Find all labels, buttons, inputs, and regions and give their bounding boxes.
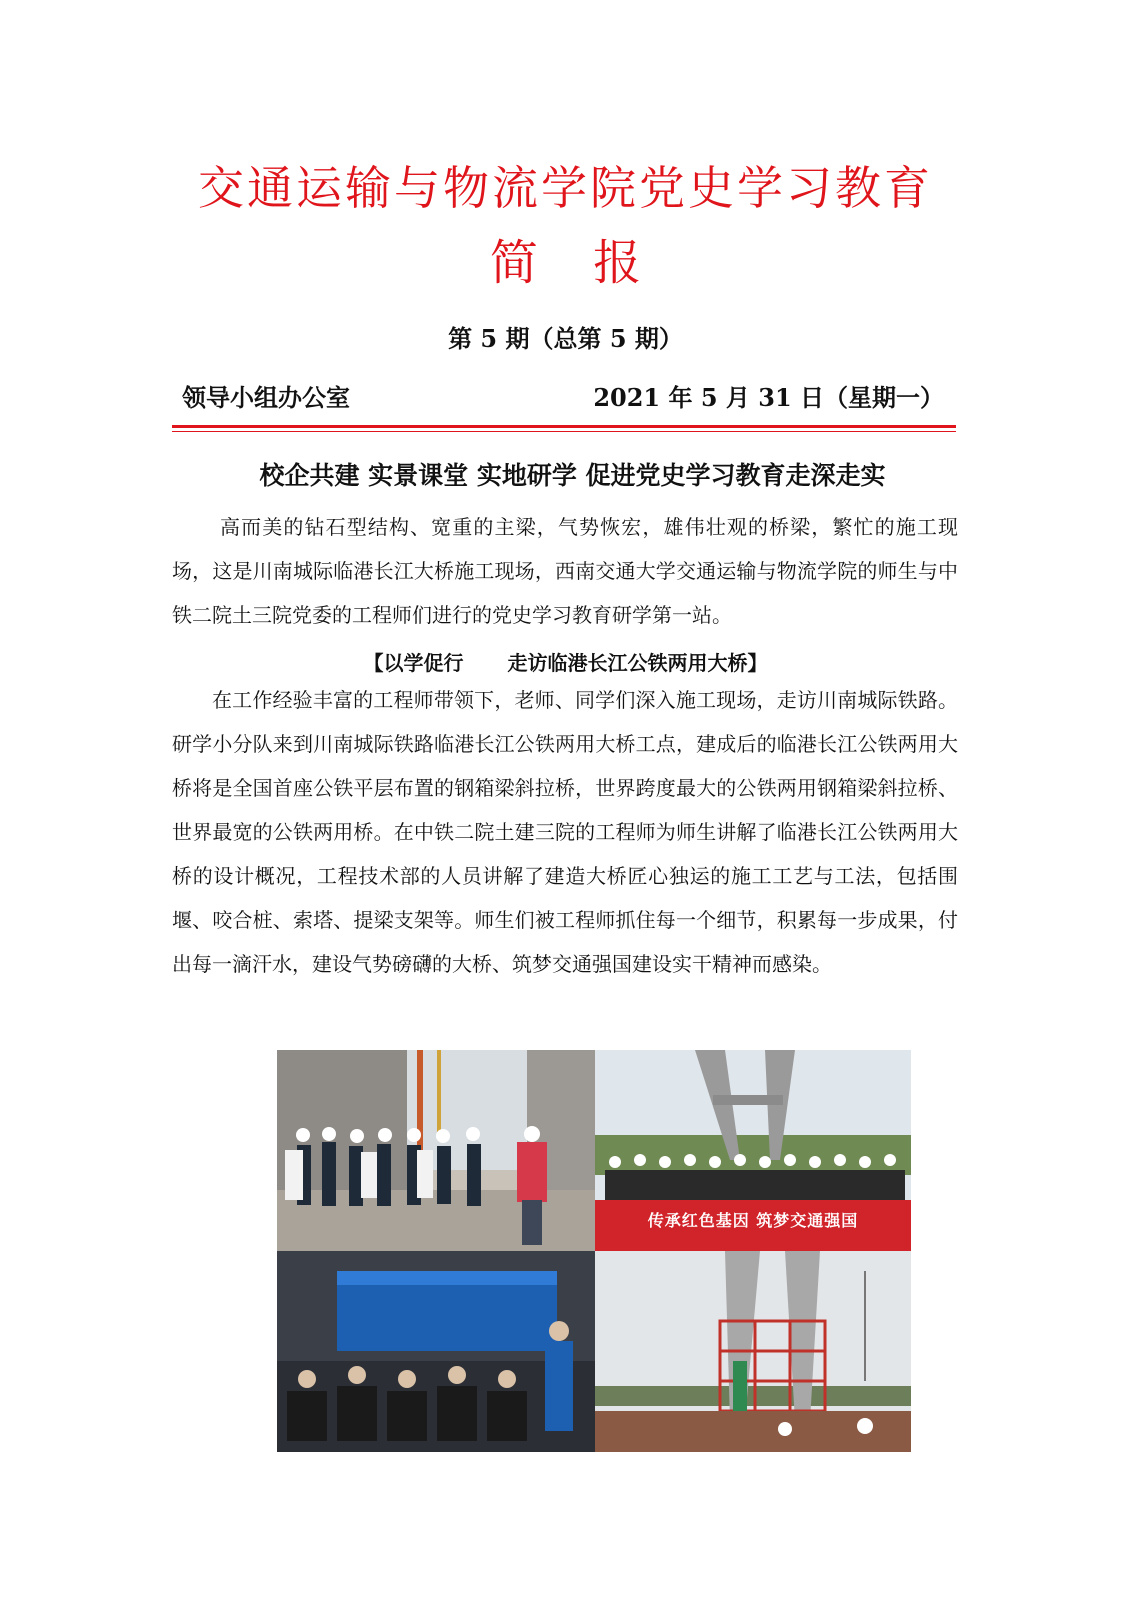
issue-number: 第 5 期（总第 5 期） xyxy=(448,324,683,353)
issue-date: 2021 年 5 月 31 日（星期一） xyxy=(593,383,944,412)
subhead-right: 走访临港长江公铁两用大桥】 xyxy=(507,651,768,675)
photo-bridge-tower xyxy=(595,1251,911,1452)
subhead-left: 【以学促行 xyxy=(363,651,464,675)
masthead-title: 交通运输与物流学院党史学习教育 xyxy=(198,161,933,215)
photo-site-visit xyxy=(277,1050,595,1251)
article-paragraph-1: 高而美的钻石型结构、宽重的主梁，气势恢宏，雄伟壮观的桥梁，繁忙的施工现场，这是川南城际临港长江大桥施工现场，西南交通大学交通运输与物流学院的师生与中铁二院土三院党委的工程师们进行的党史学习教育研学第一站。 xyxy=(172,515,958,627)
photo-group-banner xyxy=(595,1050,911,1251)
photo-collage xyxy=(277,1050,911,1452)
photo-site-visit-image xyxy=(277,1050,595,1251)
photo-meeting-room xyxy=(277,1251,595,1452)
meta-row xyxy=(182,380,944,416)
article-headline: 校企共建 实景课堂 实地研学 促进党史学习教育走深走实 xyxy=(259,461,886,490)
office-label: 领导小组办公室 xyxy=(182,383,350,412)
header-rule-thin xyxy=(172,431,956,432)
section-subhead xyxy=(0,646,1131,680)
article-paragraph-2: 在工作经验丰富的工程师带领下，老师、同学们深入施工现场，走访川南城际铁路。研学小分队来到川南城际铁路临港长江公铁两用大桥工点，建成后的临港长江公铁两用大桥将是全国首座公铁平层布置的钢箱梁斜拉桥，世界跨度最大的公铁两用钢箱梁斜拉桥、世界最宽的公铁两用桥。在中铁二院土建三院的工程师为师生讲解了临港长江公铁两用大桥的设计概况，工程技术部的人员讲解了建造大桥匠心独运的施工工艺与工法，包括围堰、咬合桩、索塔、提梁支架等。师生们被工程师抓住每一个细节，积累每一步成果，付出每一滴汗水，建设气势磅礴的大桥、筑梦交通强国建设实干精神而感染。 xyxy=(172,688,958,976)
photo-banner-text: 传承红色基因 筑梦交通强国 xyxy=(647,1211,859,1230)
photo-meeting-room-image xyxy=(277,1251,595,1452)
masthead-subtitle: 简 报 xyxy=(489,235,642,291)
photo-bridge-tower-image xyxy=(595,1251,911,1452)
header-rule-thick xyxy=(172,425,956,428)
